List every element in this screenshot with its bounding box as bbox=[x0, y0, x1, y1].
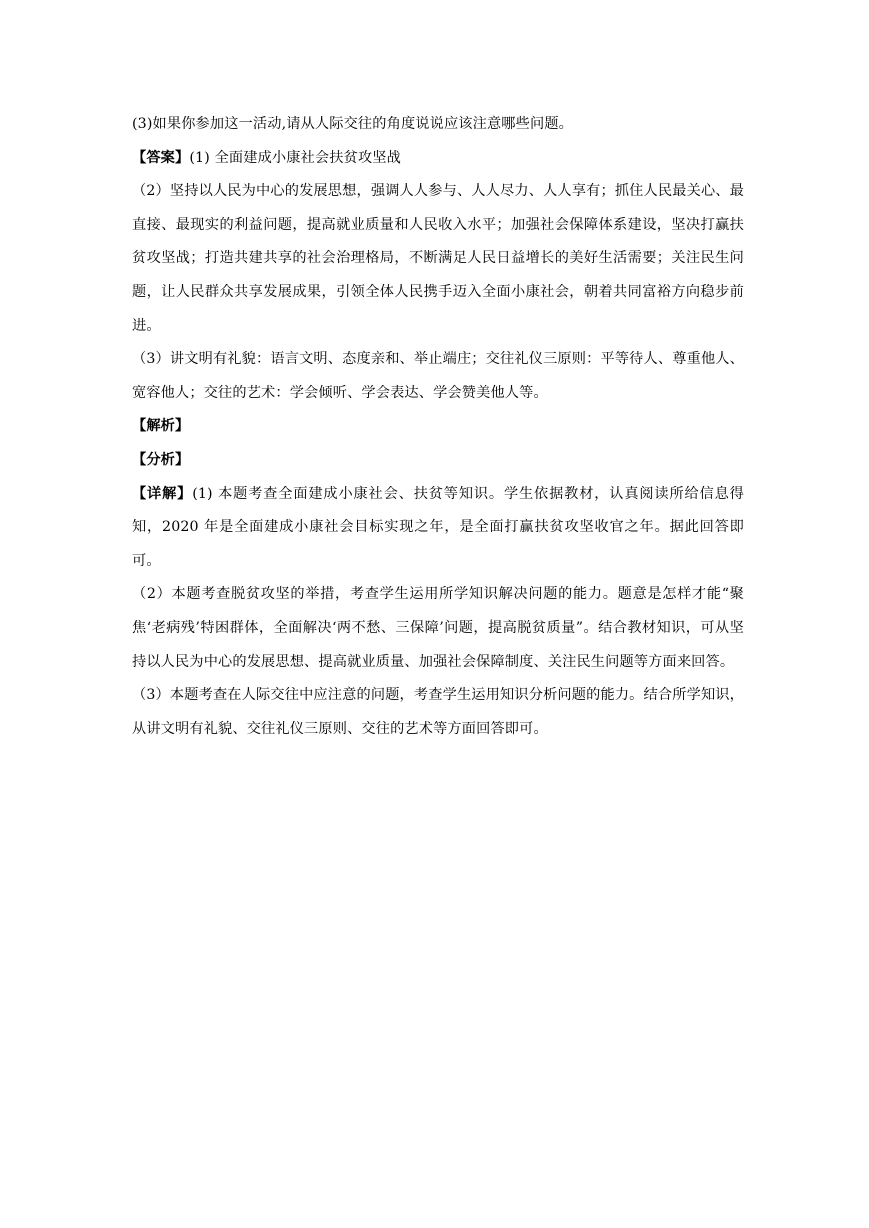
detail-1: (1) 本题考查全面建成小康社会、扶贫等知识。学生依据教材，认真阅读所给信息得知，2020 年是全面建成小康社会目标实现之年，是全面打赢扶贫攻坚收官之年。据此回答即可。 bbox=[132, 485, 744, 569]
fenxi-heading bbox=[132, 444, 744, 478]
detail-tag: 【详解】 bbox=[132, 485, 193, 502]
answer-part-3-paragraph bbox=[132, 343, 744, 410]
question-3 bbox=[132, 108, 744, 142]
answer-part-2-paragraph bbox=[132, 175, 744, 343]
answer-part-1: (1) 全面建成小康社会扶贫攻坚战 bbox=[189, 149, 401, 166]
document-content bbox=[132, 108, 744, 746]
detail-1-paragraph bbox=[132, 478, 744, 579]
answer-heading bbox=[132, 142, 744, 176]
detail-2-paragraph bbox=[132, 578, 744, 679]
fenxi-tag: 【分析】 bbox=[132, 451, 190, 468]
detail-3-paragraph bbox=[132, 679, 744, 746]
detail-3: （3）本题考查在人际交往中应注意的问题，考查学生运用知识分析问题的能力。结合所学知识，从讲文明有礼貌、交往礼仪三原则、交往的艺术等方面回答即可。 bbox=[132, 687, 744, 737]
detail-2: （2）本题考查脱贫攻坚的举措，考查学生运用所学知识解决问题的能力。题意是怎样才能“聚焦‘老病残’特困群体，全面解决‘两不愁、三保障’问题，提高脱贫质量”。结合教材知识，可从坚持以人民为中心的发展思想、提高就业质量、加强社会保障制度、关注民生问题等方面来回答。 bbox=[132, 586, 744, 670]
jiexi-tag: 【解析】 bbox=[132, 418, 190, 435]
answer-part-2: （2）坚持以人民为中心的发展思想，强调人人参与、人人尽力、人人享有；抓住人民最关心、最直接、最现实的利益问题，提高就业质量和人民收入水平；加强社会保障体系建设，坚决打赢扶贫攻坚战；打造共建共享的社会治理格局，不断满足人民日益增长的美好生活需要；关注民生问题，让人民群众共享发展成果，引领全体人民携手迈入全面小康社会，朝着共同富裕方向稳步前进。 bbox=[132, 183, 744, 334]
jiexi-heading bbox=[132, 410, 744, 444]
answer-tag: 【答案】 bbox=[132, 149, 190, 166]
answer-part-3: （3）讲文明有礼貌：语言文明、态度亲和、举止端庄；交往礼仪三原则：平等待人、尊重他人、宽容他人；交往的艺术：学会倾听、学会表达、学会赞美他人等。 bbox=[132, 351, 744, 401]
question-3-text: (3)如果你参加这一活动,请从人际交往的角度说说应该注意哪些问题。 bbox=[132, 116, 573, 132]
